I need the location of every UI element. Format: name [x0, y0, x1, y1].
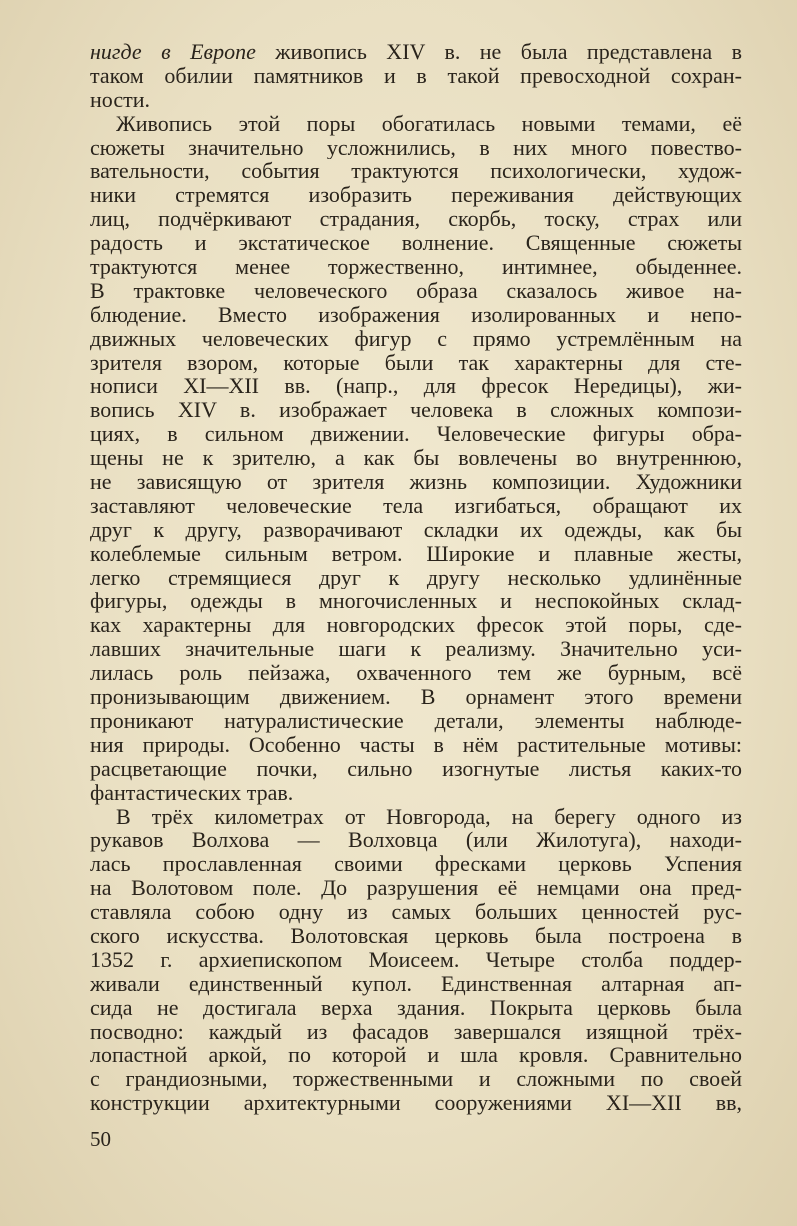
line-text: ках характерны для новгородских фресок этой поры, сде- [90, 613, 742, 638]
text-line [90, 637, 742, 661]
line-text: фантастических трав. [90, 780, 294, 805]
text-line [90, 661, 742, 685]
line-text: радость и экстатическое волнение. Священные сюжеты [90, 231, 742, 256]
line-text: 1352 г. архиепископом Моисеем. Четыре столба поддер- [90, 947, 742, 972]
text-line [90, 613, 742, 637]
text-line [90, 112, 742, 136]
text-line [90, 1067, 742, 1091]
line-text: рукавов Волхова — Волховца (или Жилотуга), находи- [90, 828, 742, 853]
text-line [90, 207, 742, 231]
line-text: движных человеческих фигур с прямо устремлённым на [90, 326, 742, 351]
page-number: 50 [90, 1127, 111, 1151]
text-line [90, 972, 742, 996]
text-line [90, 1091, 742, 1115]
line-text: В трёх километрах от Новгорода, на берегу одного из [116, 804, 742, 829]
text-line [90, 805, 742, 829]
line-text: лавших значительные шаги к реализму. Значительно уси- [90, 637, 742, 662]
line-text: живопись XIV в. не была представлена в [255, 40, 742, 64]
text-line [90, 40, 742, 64]
text-line [90, 924, 742, 948]
line-text: живали единственный купол. Единственная алтарная ап- [90, 971, 742, 996]
text-line [90, 422, 742, 446]
text-line [90, 183, 742, 207]
line-text: сида не достигала верха здания. Покрыта церковь была [90, 995, 742, 1020]
line-text: лилась роль пейзажа, охваченного тем же бурным, всё [90, 661, 742, 686]
text-line [90, 470, 742, 494]
text-line [90, 303, 742, 327]
text-line [90, 88, 742, 112]
line-text: зрителя взором, которые были так характерны для сте- [90, 350, 742, 375]
line-text: трактуются менее торжественно, интимнее, обыденнее. [90, 255, 742, 279]
text-line [90, 948, 742, 972]
line-text: ского искусства. Волотовская церковь была построена в [90, 923, 742, 948]
line-text: сюжеты значительно усложнились, в них много повество- [90, 135, 742, 160]
line-text: фигуры, одежды в многочисленных и неспокойных склад- [90, 589, 742, 614]
line-text: ники стремятся изобразить переживания действующих [90, 183, 742, 208]
text-line [90, 542, 742, 566]
text-line [90, 398, 742, 422]
line-text: таком обилии памятников и в такой превосходной сохран- [90, 63, 742, 88]
line-text: колеблемые сильным ветром. Широкие и плавные жесты, [90, 541, 742, 566]
text-line [90, 852, 742, 876]
line-text: лиц, подчёркивают страдания, скорбь, тоску, страх или [90, 207, 742, 232]
text-line [90, 685, 742, 709]
text-line [90, 709, 742, 733]
text-line [90, 494, 742, 518]
line-text: не зависящую от зрителя жизнь композиции. Художники [90, 470, 742, 494]
line-text: ставляла собою одну из самых больших ценностей рус- [90, 900, 742, 924]
line-text: ности. [90, 87, 150, 112]
line-text: щены не к зрителю, а как бы вовлечены во внутреннюю, [90, 446, 742, 471]
line-text: расцветающие почки, сильно изогнутые листья каких-то [90, 756, 742, 781]
line-text: Живопись этой поры обогатилась новыми темами, её [116, 111, 742, 136]
italic-phrase: нигде в Европе [90, 40, 256, 64]
line-text: ния природы. Особенно часты в нём растительные мотивы: [90, 732, 742, 757]
text-line [90, 255, 742, 279]
body-text [90, 40, 742, 1115]
line-text: пронизывающим движением. В орнамент этого времени [90, 685, 742, 709]
text-line [90, 828, 742, 852]
text-line [90, 64, 742, 88]
line-text: проникают натуралистические детали, элементы наблюде- [90, 708, 742, 733]
line-text: вопись XIV в. изображает человека в сложных компози- [90, 398, 742, 423]
line-text: циях, в сильном движении. Человеческие фигуры обра- [90, 422, 742, 447]
text-line [90, 733, 742, 757]
line-text: заставляют человеческие тела изгибаться, обращают их [90, 493, 742, 518]
line-text: друг к другу, разворачивают складки их одежды, как бы [90, 517, 742, 542]
line-text: лась прославленная своими фресками церковь Успения [90, 852, 742, 877]
text-line [90, 781, 742, 805]
text-line [90, 351, 742, 375]
line-text: посводно: каждый из фасадов завершался изящной трёх- [90, 1019, 742, 1044]
text-line [90, 518, 742, 542]
line-text: конструкции архитектурными сооружениями XI—XII вв, [90, 1091, 742, 1116]
text-line [90, 374, 742, 398]
line-text: на Волотовом поле. До разрушения её немцами она пред- [90, 876, 742, 901]
text-line [90, 900, 742, 924]
text-line [90, 159, 742, 183]
text-line [90, 996, 742, 1020]
line-text: легко стремящиеся друг к другу несколько удлинённые [90, 565, 742, 590]
line-text: лопастной аркой, по которой и шла кровля. Сравнительно [90, 1043, 742, 1068]
line-text: вательности, события трактуются психологически, худож- [90, 159, 742, 184]
line-text: блюдение. Вместо изображения изолированных и непо- [90, 302, 742, 327]
line-text: с грандиозными, торжественными и сложными по своей [90, 1067, 742, 1092]
line-text: нописи XI—XII вв. (напр., для фресок Нередицы), жи- [90, 374, 742, 399]
text-line [90, 876, 742, 900]
text-line [90, 589, 742, 613]
text-line [90, 757, 742, 781]
text-line [90, 566, 742, 590]
text-line [90, 446, 742, 470]
text-line [90, 279, 742, 303]
text-line [90, 1043, 742, 1067]
text-line [90, 327, 742, 351]
line-text: В трактовке человеческого образа сказалось живое на- [90, 278, 742, 303]
text-line [90, 231, 742, 255]
text-line [90, 1020, 742, 1044]
text-line [90, 136, 742, 160]
